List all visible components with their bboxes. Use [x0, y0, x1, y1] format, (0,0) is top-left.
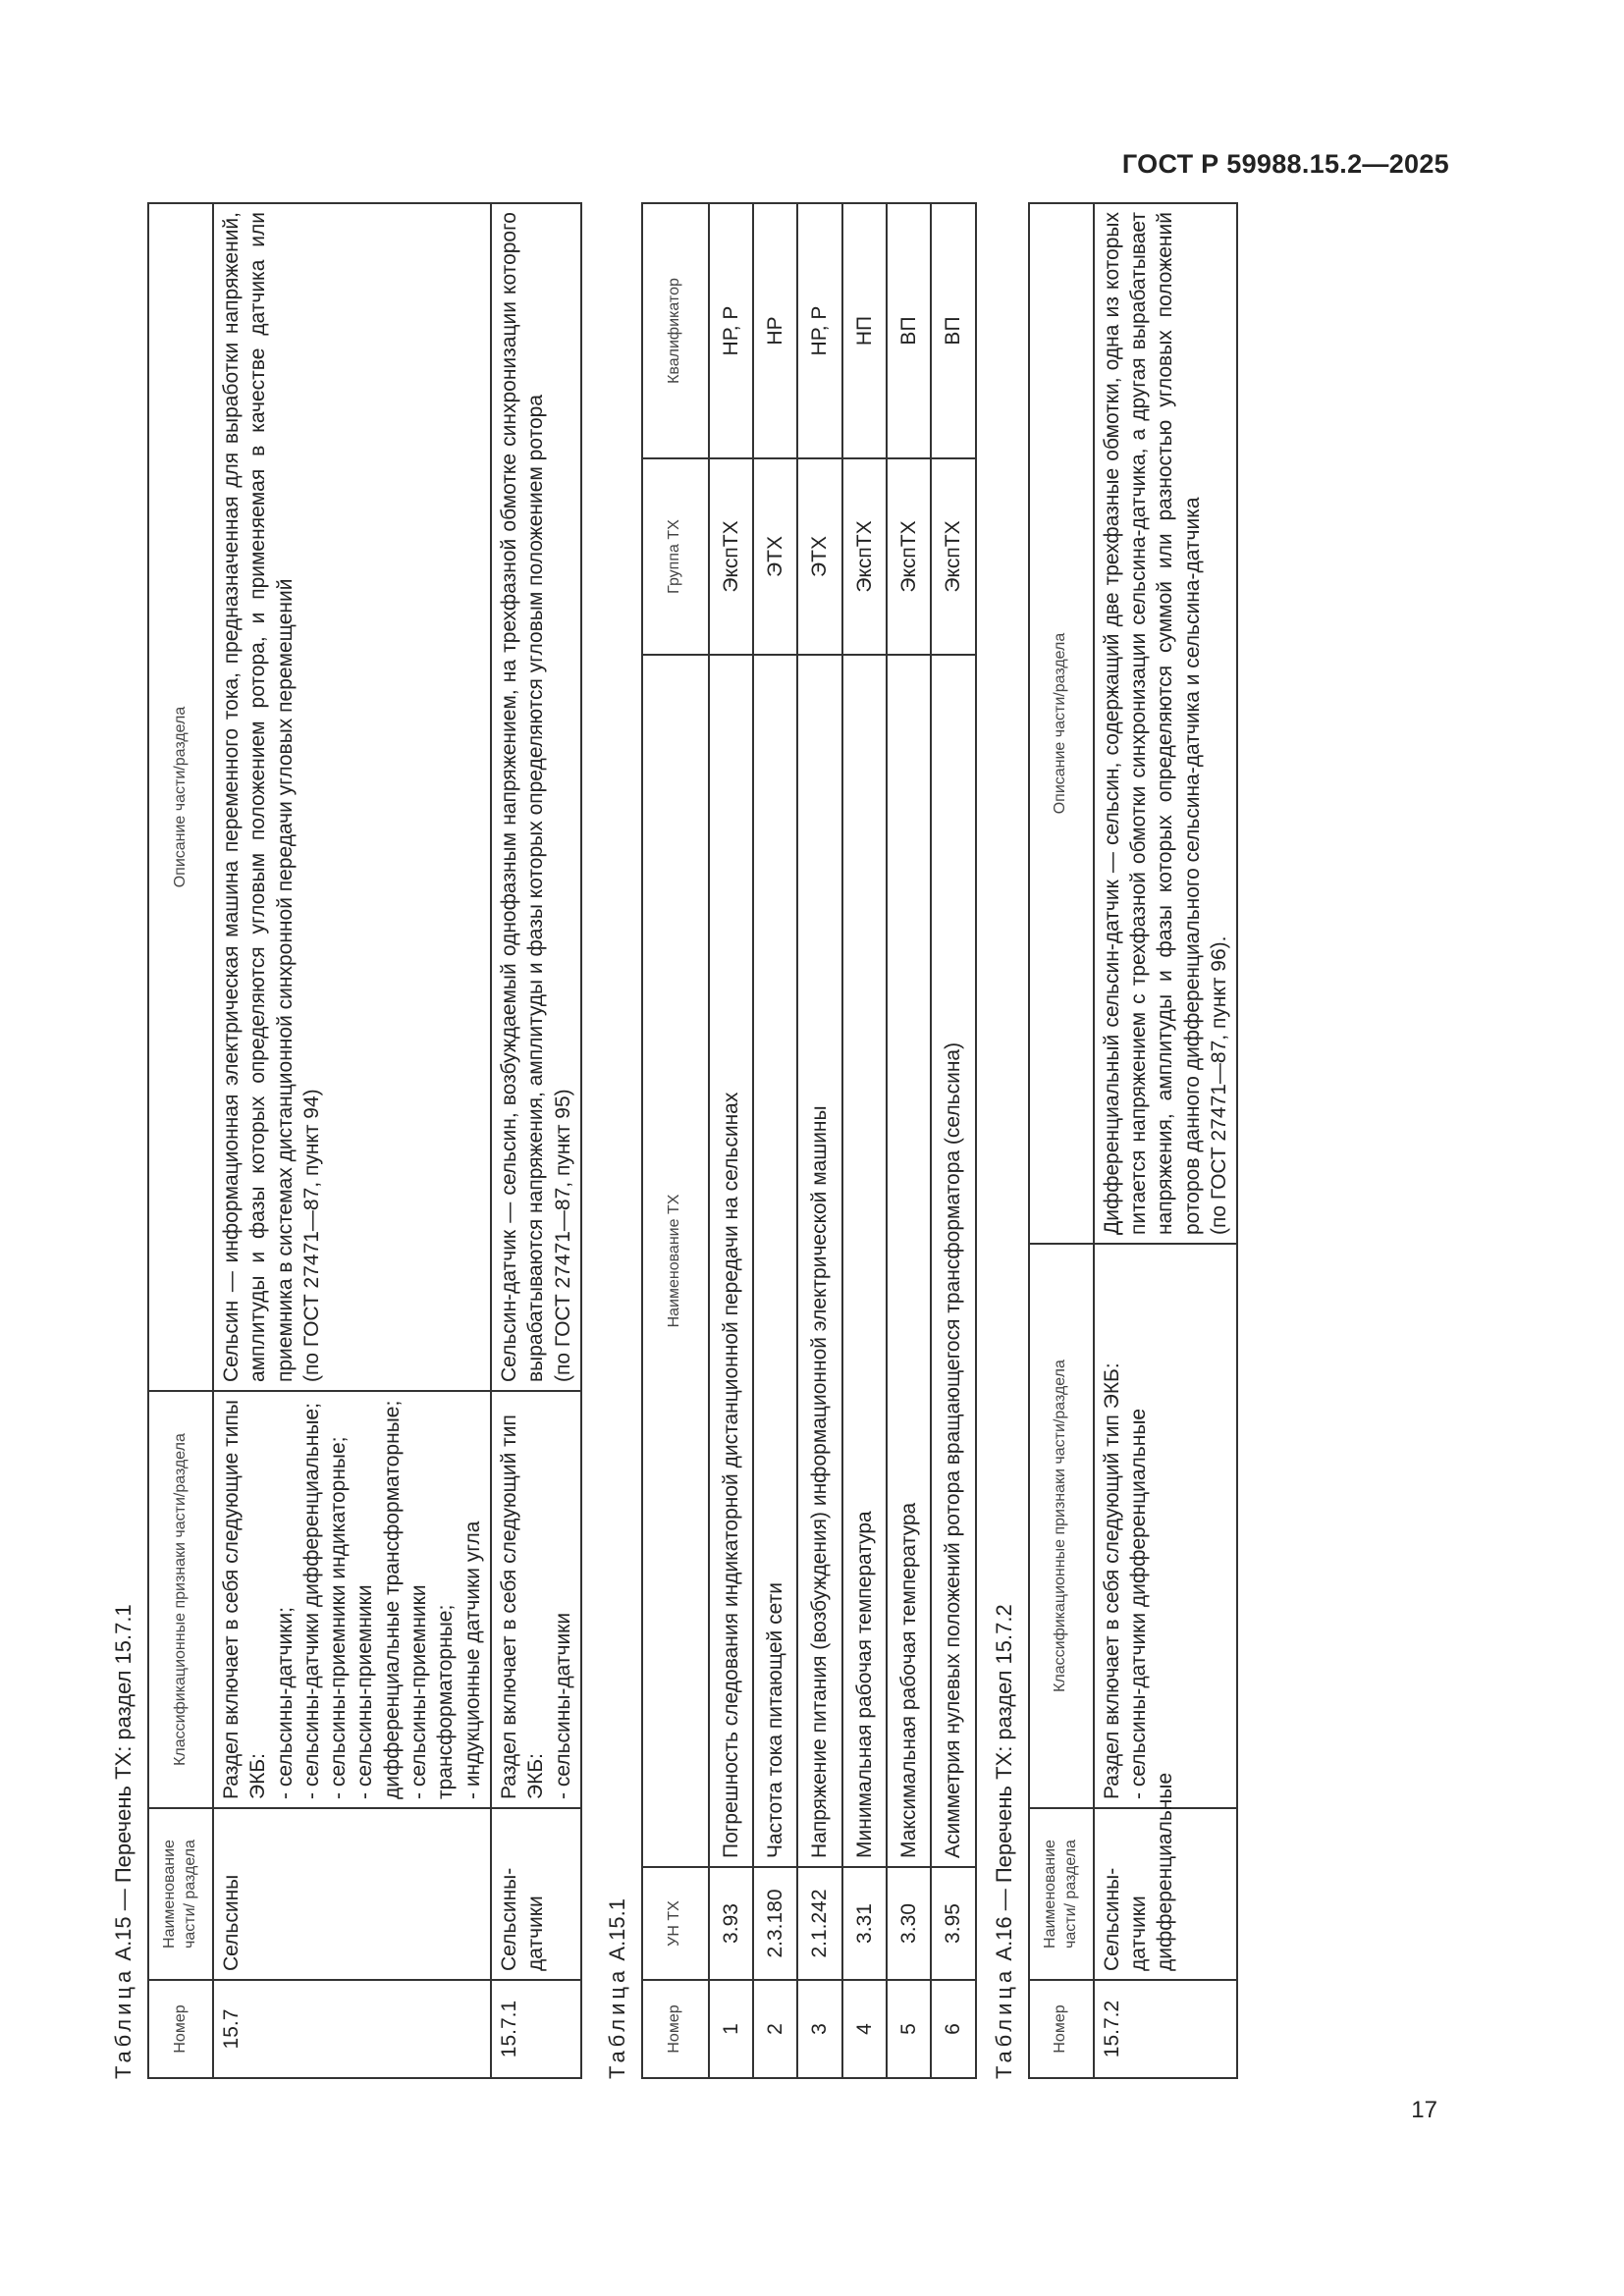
list-item: - индукционные датчики угла: [460, 1400, 486, 1799]
rotated-content: [110, 204, 1406, 2079]
list-item: - сельсины-приемники дифференциальные трансформаторные;: [352, 1400, 406, 1799]
description-text: Сельсин — информационная электрическая машина переменного тока, предназначенная для выработки напряжений, амплитуды и фазы которых определяются угловым положением ротора, и применяемая в качестве датчика или приемника в системах дистанционной синхронной передачи угловых перемещений: [220, 212, 297, 1382]
table-row: [1094, 203, 1237, 2078]
table-a15-title: [110, 204, 137, 2079]
page-number: 17: [1411, 2097, 1437, 2123]
table-row: [887, 203, 931, 2078]
row-number: 15.7: [213, 1980, 491, 2078]
table-a16-title: [991, 204, 1018, 2079]
col-header-qualifier: Квалификатор: [642, 203, 709, 458]
row-features: [1094, 1244, 1237, 1808]
col-header-group: Группа ТХ: [642, 458, 709, 655]
row-features: [213, 1391, 491, 1808]
row-features: [491, 1391, 581, 1808]
row-name: Напряжение питания (возбуждения) информационной электрической машины: [797, 655, 841, 1867]
features-list: [550, 1400, 576, 1799]
row-number: 3: [797, 1980, 841, 2078]
table-row: [491, 203, 581, 2078]
features-list: [1125, 1253, 1152, 1799]
row-name: Сельсины: [213, 1808, 491, 1980]
table-a151-title-rest: А.15.1: [604, 1898, 629, 1961]
list-item: - сельсины-приемники трансформаторные;: [406, 1400, 460, 1799]
row-qualifier: ВП: [931, 203, 975, 458]
table-row: [709, 203, 753, 2078]
list-item: - сельсины-датчики;: [272, 1400, 298, 1799]
table-row: [931, 203, 975, 2078]
row-number: 15.7.2: [1094, 1980, 1237, 2078]
row-group: ЭкспТХ: [842, 458, 887, 655]
col-header-description: Описание части/раздела: [148, 203, 213, 1391]
row-code: 3.93: [709, 1867, 753, 1980]
col-header-number: Номер: [642, 1980, 709, 2078]
table-a16-title-word: Таблица: [991, 1966, 1016, 2079]
list-item: - сельсины-приемники индикаторные;: [325, 1400, 352, 1799]
col-header-code: УН ТХ: [642, 1867, 709, 1980]
row-group: ЭкспТХ: [931, 458, 975, 655]
col-header-number: Номер: [1029, 1980, 1094, 2078]
row-name: Сельсины-датчики дифференциальные: [1094, 1808, 1237, 1980]
row-number: 5: [887, 1980, 931, 2078]
row-code: 2.3.180: [753, 1867, 797, 1980]
col-header-name: Наименование части/ раздела: [148, 1808, 213, 1980]
row-qualifier: НР, Р: [797, 203, 841, 458]
row-group: ЭТХ: [753, 458, 797, 655]
row-group: ЭкспТХ: [709, 458, 753, 655]
row-number: 1: [709, 1980, 753, 2078]
table-row: [797, 203, 841, 2078]
description-source: (по ГОСТ 27471—87, пункт 95): [551, 1089, 574, 1382]
row-group: ЭкспТХ: [887, 458, 931, 655]
description-text: Сельсин-датчик — сельсин, возбуждаемый однофазным напряжением, на трехфазной обмотке синхронизации которого вырабатываются напряжения, амплитуды и фазы которых определяются угловым положением ротора: [497, 212, 548, 1382]
document-code: ГОСТ Р 59988.15.2—2025: [1121, 149, 1449, 179]
row-name: Частота тока питающей сети: [753, 655, 797, 1867]
table-a15-title-word: Таблица: [111, 1966, 135, 2079]
description-text: Дифференциальный сельсин-датчик — сельсин, содержащий две трехфазные обмотки, одна из которых питается напряжением с трехфазной обмотки синхронизации сельсина-датчика, а другая вырабатывает напряжения, амплитуды и фазы которых определяются суммой или разностью угловых положений роторов данного дифференциального сельсина-датчика и сельсина-датчика: [1100, 212, 1204, 1235]
col-header-features: Классификационные признаки части/раздела: [1029, 1244, 1094, 1808]
row-code: 3.30: [887, 1867, 931, 1980]
row-number: 15.7.1: [491, 1980, 581, 2078]
list-item: - сельсины-датчики дифференциальные;: [298, 1400, 325, 1799]
col-header-number: Номер: [148, 1980, 213, 2078]
features-intro: Раздел включает в себя следующий тип ЭКБ:: [497, 1415, 548, 1799]
row-qualifier: НР, Р: [709, 203, 753, 458]
list-item: - сельсины-датчики: [550, 1400, 576, 1799]
description-source: (по ГОСТ 27471—87, пункт 96).: [1207, 935, 1230, 1235]
col-header-features: Классификационные признаки части/раздела: [148, 1391, 213, 1808]
row-description: [1094, 203, 1237, 1244]
row-group: ЭТХ: [797, 458, 841, 655]
table-row: [213, 203, 491, 2078]
table-a151-title: [604, 204, 631, 2079]
row-name: Погрешность следования индикаторной дистанционной передачи на сельсинах: [709, 655, 753, 1867]
features-list: [272, 1400, 486, 1799]
row-number: 2: [753, 1980, 797, 2078]
row-number: 4: [842, 1980, 887, 2078]
row-qualifier: НР: [753, 203, 797, 458]
row-description: [491, 203, 581, 1391]
table-a151: [641, 202, 977, 2079]
table-a15-title-rest: А.15 — Перечень ТХ: раздел 15.7.1: [111, 1604, 135, 1961]
row-name: Максимальная рабочая температура: [887, 655, 931, 1867]
col-header-name: Наименование ТХ: [642, 655, 709, 1867]
col-header-name: Наименование части/ раздела: [1029, 1808, 1094, 1980]
description-source: (по ГОСТ 27471—87, пункт 94): [299, 1089, 323, 1382]
table-a16-title-rest: А.16 — Перечень ТХ: раздел 15.7.2: [991, 1604, 1016, 1961]
features-intro: Раздел включает в себя следующие типы ЭКБ:: [220, 1400, 270, 1799]
table-a16: [1028, 202, 1238, 2079]
row-qualifier: НП: [842, 203, 887, 458]
features-intro: Раздел включает в себя следующий тип ЭКБ:: [1100, 1362, 1123, 1799]
table-a151-title-word: Таблица: [604, 1966, 629, 2079]
row-description: [213, 203, 491, 1391]
row-code: 2.1.242: [797, 1867, 841, 1980]
col-header-description: Описание части/раздела: [1029, 203, 1094, 1244]
list-item: - сельсины-датчики дифференциальные: [1125, 1253, 1152, 1799]
row-qualifier: ВП: [887, 203, 931, 458]
table-row: [753, 203, 797, 2078]
row-name: Сельсины-датчики: [491, 1808, 581, 1980]
row-number: 6: [931, 1980, 975, 2078]
table-row: [842, 203, 887, 2078]
row-code: 3.95: [931, 1867, 975, 1980]
row-name: Минимальная рабочая температура: [842, 655, 887, 1867]
row-name: Асимметрия нулевых положений ротора вращающегося трансформатора (сельсина): [931, 655, 975, 1867]
table-a15: [147, 202, 582, 2079]
row-code: 3.31: [842, 1867, 887, 1980]
